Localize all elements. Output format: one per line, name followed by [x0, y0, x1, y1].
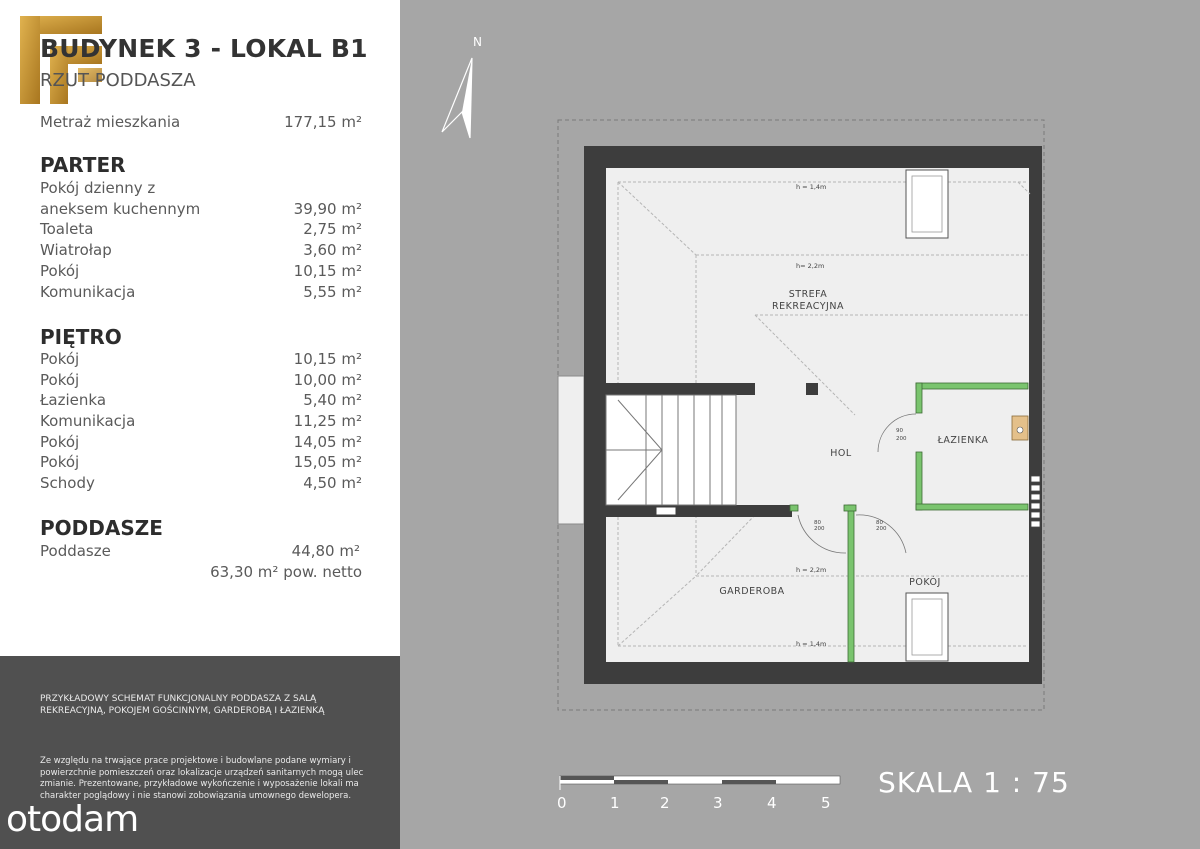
list-item [40, 350, 362, 370]
room-label-strefa: REKREACYJNA [772, 301, 844, 312]
list-item [40, 200, 362, 220]
plan-description: PRZYKŁADOWY SCHEMAT FUNKCJONALNY PODDASZA Z SALĄ REKREACYJNĄ, POKOJEM GOŚCINNYM, GARDEROBĄ I ŁAZIENKĄ [40, 694, 325, 716]
otodam-watermark: otodam [6, 799, 139, 840]
list-item [40, 262, 362, 282]
item-label: Pokój [40, 262, 80, 280]
door-dim: 80 [814, 520, 821, 526]
list-item [40, 241, 362, 261]
room-label-pokoj: POKÓJ [909, 577, 941, 588]
item-label: Pokój [40, 371, 80, 389]
stair-protrusion [558, 376, 584, 524]
skylight-top [906, 170, 948, 238]
item-label: Poddasze [40, 542, 111, 560]
item-value: 3,60 m² [303, 241, 362, 259]
list-item [40, 542, 360, 562]
wall-column [806, 383, 818, 395]
item-value: 10,15 m² [293, 350, 362, 368]
item-value: 5,40 m² [303, 391, 362, 409]
net-area-row [40, 563, 362, 583]
room-label-garderoba: GARDEROBA [719, 586, 785, 597]
scale-tick: 2 [660, 794, 670, 812]
page-title: BUDYNEK 3 - LOKAL B1 [40, 34, 368, 63]
item-value: 4,50 m² [303, 474, 362, 492]
list-item [40, 220, 362, 240]
item-label: Komunikacja [40, 412, 136, 430]
summary-value: 177,15 m² [284, 113, 362, 131]
scale-tick: 1 [610, 794, 620, 812]
item-value: 11,25 m² [293, 412, 362, 430]
scale-tick: 0 [557, 794, 567, 812]
interior-wall [606, 505, 792, 517]
item-value: 10,00 m² [293, 371, 362, 389]
item-value: 39,90 m² [293, 200, 362, 218]
scale-bar [560, 776, 840, 790]
item-value: 14,05 m² [293, 433, 362, 451]
door-dim: 200 [876, 526, 887, 532]
item-value: 5,55 m² [303, 283, 362, 301]
vent [656, 507, 676, 515]
item-value: 44,80 m² [291, 542, 360, 560]
scale-tick: 4 [767, 794, 777, 812]
door-dim: 200 [896, 436, 907, 442]
item-label: Pokój [40, 433, 80, 451]
north-arrow-icon [442, 35, 482, 138]
list-item [40, 283, 362, 303]
page-subtitle: RZUT PODDASZA [40, 70, 196, 91]
item-label: Pokój dzienny z [40, 179, 156, 197]
section-heading-pietro: PIĘTRO [40, 325, 122, 349]
list-item [40, 474, 362, 494]
list-item [40, 453, 362, 473]
floor-plan [400, 0, 1200, 849]
item-label: Toaleta [40, 220, 94, 238]
north-label: N [473, 35, 482, 49]
interior-wall [606, 383, 755, 395]
height-label: h = 1,4m [796, 183, 827, 191]
list-item [40, 391, 362, 411]
staircase [606, 395, 736, 505]
scale-tick: 5 [821, 794, 831, 812]
item-value: 2,75 m² [303, 220, 362, 238]
summary-row [40, 113, 362, 133]
info-panel [0, 0, 400, 849]
net-area-value: 63,30 m² pow. netto [210, 563, 362, 581]
list-item [40, 433, 362, 453]
section-heading-parter: PARTER [40, 153, 126, 177]
room-label-hol: HOL [830, 448, 852, 459]
item-label: Schody [40, 474, 95, 492]
height-label: h = 1,4m [796, 640, 827, 648]
item-label: Pokój [40, 350, 80, 368]
section-heading-poddasze: PODDASZE [40, 516, 163, 540]
item-label: aneksem kuchennym [40, 200, 201, 218]
scale-label: SKALA 1 : 75 [878, 766, 1070, 799]
door-dim: 80 [876, 520, 883, 526]
list-item [40, 412, 362, 432]
door-dim: 90 [896, 428, 903, 434]
skylight-bottom [906, 593, 948, 661]
door-dim: 200 [814, 526, 825, 532]
summary-label: Metraż mieszkania [40, 113, 181, 131]
item-label: Łazienka [40, 391, 107, 409]
item-value: 10,15 m² [293, 262, 362, 280]
item-label: Komunikacja [40, 283, 136, 301]
height-label: h = 2,2m [796, 566, 827, 574]
scale-tick: 3 [713, 794, 723, 812]
list-item [40, 371, 362, 391]
item-label: Pokój [40, 453, 80, 471]
list-item [40, 179, 362, 199]
room-label-strefa: STREFA [788, 289, 828, 300]
disclaimer-text: Ze względu na trwające prace projektowe i budowlane podane wymiary i powierzchnie pomieszczeń oraz lokalizacje urządzeń sanitarnych mogą ulec zmianie. Prezentowane, przykładowe wykończenie i wyposażenie lokali ma charakter poglądowy i nie stanowi zobowiązania umownego dewelopera. [40, 756, 364, 801]
room-label-lazienka: ŁAZIENKA [937, 435, 989, 446]
item-label: Wiatrołap [40, 241, 112, 259]
item-value: 15,05 m² [293, 453, 362, 471]
height-label: h= 2,2m [796, 262, 825, 270]
